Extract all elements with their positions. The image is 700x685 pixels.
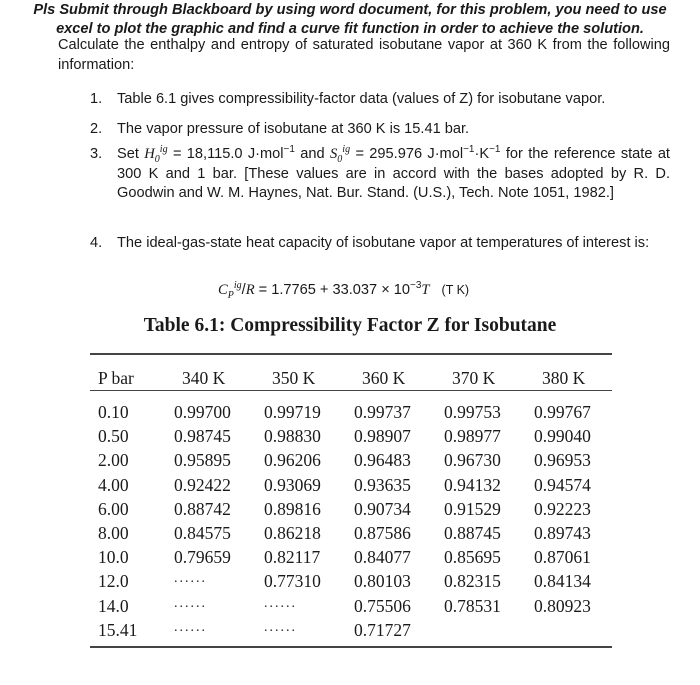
item-text: The ideal-gas-state heat capacity of isobutane vapor at temperatures of interest is: [117, 235, 650, 251]
item-number: 4. [90, 235, 103, 251]
table-cell: 10.0 [98, 547, 129, 568]
table-cell: 0.96483 [354, 450, 411, 471]
table-bottom-rule [90, 646, 612, 648]
table-header-cell: 380 K [542, 368, 586, 388]
list-item-1 [90, 90, 670, 110]
table-cell: ...... [174, 595, 207, 611]
table-cell: 0.99753 [444, 402, 501, 422]
table-cell: 0.98830 [264, 426, 321, 447]
table-cell: 0.84077 [354, 547, 411, 568]
table-cell: 0.99700 [174, 402, 231, 422]
table-cell: 0.93069 [264, 474, 321, 495]
table-cell: 0.99737 [354, 402, 411, 422]
table-cell: 0.75506 [354, 595, 411, 616]
table-cell: 0.93635 [354, 474, 411, 495]
table-cell: 0.94132 [444, 474, 501, 495]
table-cell: 12.0 [98, 571, 129, 592]
table-cell: 0.78531 [444, 595, 501, 616]
table-cell: 0.86218 [264, 523, 321, 543]
table-cell: 0.99719 [264, 402, 321, 422]
problem-intro: Calculate the enthalpy and entropy of saturated isobutane vapor at 360 K from the following information: [58, 37, 670, 73]
enthalpy-symbol: $H_0^{ig}$ [144, 144, 168, 165]
table-cell: 0.90734 [354, 498, 411, 519]
table-cell: 0.99767 [534, 402, 591, 422]
table-cell: ...... [174, 619, 207, 635]
table-cell: 0.89743 [534, 523, 591, 543]
item-number: 3. [90, 146, 103, 162]
table-cell: 0.92223 [534, 498, 591, 519]
table-cell: 0.82117 [264, 547, 321, 568]
table-header-cell: 360 K [362, 368, 406, 388]
table-cell: 0.92422 [174, 474, 231, 495]
table-cell: ...... [264, 619, 297, 635]
table-cell: 0.80923 [534, 595, 591, 616]
table-cell: 0.98977 [444, 426, 501, 447]
table-cell: 0.10 [98, 402, 129, 422]
table-cell: 0.71727 [354, 619, 411, 640]
table-header-cell: 370 K [452, 368, 496, 388]
table-cell: 0.98907 [354, 426, 411, 447]
instruction-line-2: excel to plot the graphic and find a curve fit function in order to achieve the solution. [56, 21, 644, 37]
list-item-4 [90, 234, 670, 254]
instruction-line-1: Pls Submit through Blackboard by using word document, for this problem, you need to use [33, 2, 667, 18]
heat-capacity-formula: $C_P^{ig}/R = 1.7765 + 33.037 \times 10^{-3}T$ (T K) [218, 280, 470, 301]
table-cell: 14.0 [98, 595, 129, 616]
table-cell: 0.85695 [444, 547, 501, 568]
table-cell: 0.50 [98, 426, 129, 447]
table-header-cell: P bar [98, 368, 134, 388]
table-cell: 0.88742 [174, 498, 231, 519]
table-cell: 8.00 [98, 523, 129, 543]
table-cell: 0.98745 [174, 426, 231, 447]
table-cell: 0.79659 [174, 547, 231, 568]
table-top-rule [90, 353, 612, 355]
table-cell: 0.95895 [174, 450, 231, 471]
table-cell: 0.91529 [444, 498, 501, 519]
table-cell: 0.88745 [444, 523, 501, 543]
table-cell: 0.84134 [534, 571, 591, 592]
table-cell: 0.89816 [264, 498, 321, 519]
table-cell: 0.96730 [444, 450, 501, 471]
table-cell: 0.96953 [534, 450, 591, 471]
table-header-rule [90, 390, 612, 391]
table-cell: 0.94574 [534, 474, 591, 495]
list-item-3 [90, 145, 670, 204]
table-cell: 0.99040 [534, 426, 591, 447]
item-number: 1. [90, 91, 103, 107]
table-cell: 0.96206 [264, 450, 321, 471]
item-text: Set $H_0^{ig} = 18,115.0$ J·mol$^{-1}$ and $S_0^{ig} = 295.976$ $J\cdot mol^{-1}\cdot K^{-1}$ for the reference state at 300 K and 1 bar. [These values are in accord with the bases adopted by R. D. Goodwin and W. M. Haynes, Nat. Bur. Stand. (U.S.), Tech. Note 1051, 1982.] [117, 144, 670, 201]
table-header-cell: 350 K [272, 368, 316, 388]
table-cell: 2.00 [98, 450, 129, 471]
table-cell: ...... [174, 571, 207, 587]
list-item-2 [90, 120, 670, 140]
table-cell: 0.84575 [174, 523, 231, 543]
table-cell: 0.77310 [264, 571, 321, 592]
table-cell: 15.41 [98, 619, 138, 640]
table-cell: 0.87586 [354, 523, 411, 543]
item-number: 2. [90, 121, 103, 137]
table-cell: 0.82315 [444, 571, 501, 592]
table-cell: ...... [264, 595, 297, 611]
table-cell: 6.00 [98, 498, 129, 519]
table-header-cell: 340 K [182, 368, 226, 388]
table-title: Table 6.1: Compressibility Factor Z for Isobutane [143, 315, 557, 336]
table-cell: 0.80103 [354, 571, 411, 592]
item-text: Table 6.1 gives compressibility-factor data (values of Z) for isobutane vapor. [117, 91, 606, 107]
table-cell: 0.87061 [534, 547, 591, 568]
table-cell: 4.00 [98, 474, 129, 495]
entropy-symbol: $S_0^{ig}$ [330, 144, 351, 165]
item-text: The vapor pressure of isobutane at 360 K is 15.41 bar. [117, 121, 470, 137]
